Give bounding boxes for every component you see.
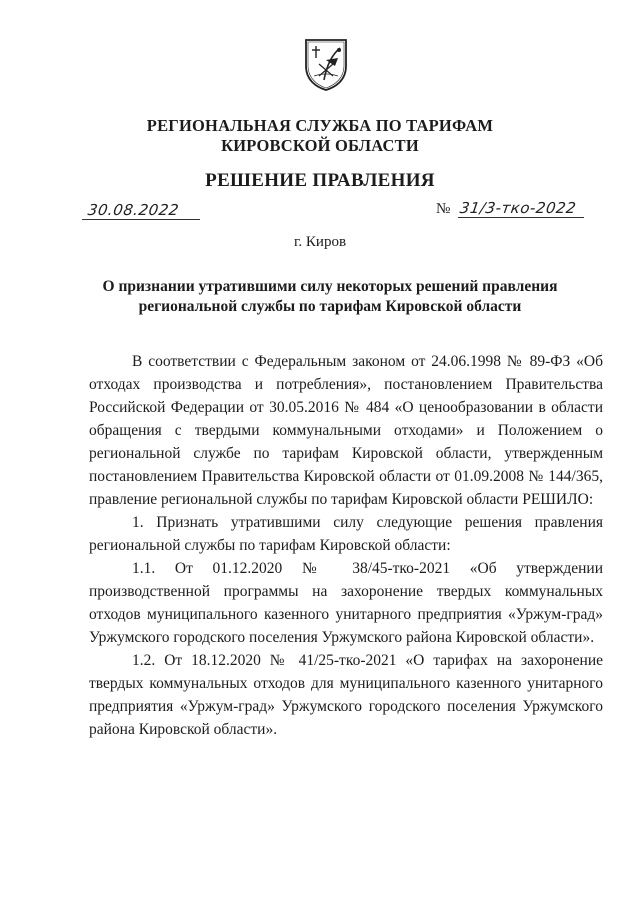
subject-line1: О признании утратившими силу некоторых решений правления xyxy=(102,278,558,295)
document-body xyxy=(89,350,603,741)
number-value: 31/3-тко-2022 xyxy=(459,199,578,217)
number-sign: № xyxy=(436,201,451,217)
item-1-1-paragraph: 1.1. От 01.12.2020 № 38/45-тко-2021 «Об утверждении производственной программы на захоронение твердых коммунальных отходов муниципального казенного унитарного предприятия «Уржум-град» Уржумского городского поселения Уржумского района Кировской области». xyxy=(89,560,603,646)
document-type: РЕШЕНИЕ ПРАВЛЕНИЯ xyxy=(205,170,435,191)
subject-line2: региональной службы по тарифам Кировской области xyxy=(138,298,522,315)
number-underline xyxy=(458,217,584,218)
document-date xyxy=(82,201,200,219)
item-1-paragraph: 1. Признать утратившими силу следующие решения правления региональной службы по тарифам Кировской области: xyxy=(89,514,603,554)
date-underline xyxy=(82,219,200,220)
city: г. Киров xyxy=(293,234,347,250)
coat-of-arms-icon xyxy=(302,36,350,92)
date-value: 30.08.2022 xyxy=(86,201,181,219)
item-1-2-paragraph: 1.2. От 18.12.2020 № 41/25-тко-2021 «О тарифах на захоронение твердых коммунальных отходов для муниципального казенного унитарного предприятия «Уржум-град» Уржумского городского поселения Уржумского района Кировской области». xyxy=(89,652,603,738)
document-number xyxy=(436,199,586,218)
org-name-line1: РЕГИОНАЛЬНАЯ СЛУЖБА ПО ТАРИФАМ xyxy=(146,116,494,135)
org-name-line2: КИРОВСКОЙ ОБЛАСТИ xyxy=(221,136,419,155)
preamble-paragraph: В соответствии с Федеральным законом от 24.06.1998 № 89-ФЗ «Об отходах производства и потребления», постановлением Правительства Российской Федерации от 30.05.2016 № 484 «О ценообразовании в области обращения с твердыми коммунальными отходами» и Положением о региональной службе по тарифам Кировской области, утвержденным постановлением Правительства Кировской области от 01.09.2008 № 144/365, правление региональной службы по тарифам Кировской области РЕШИЛО: xyxy=(89,353,603,508)
